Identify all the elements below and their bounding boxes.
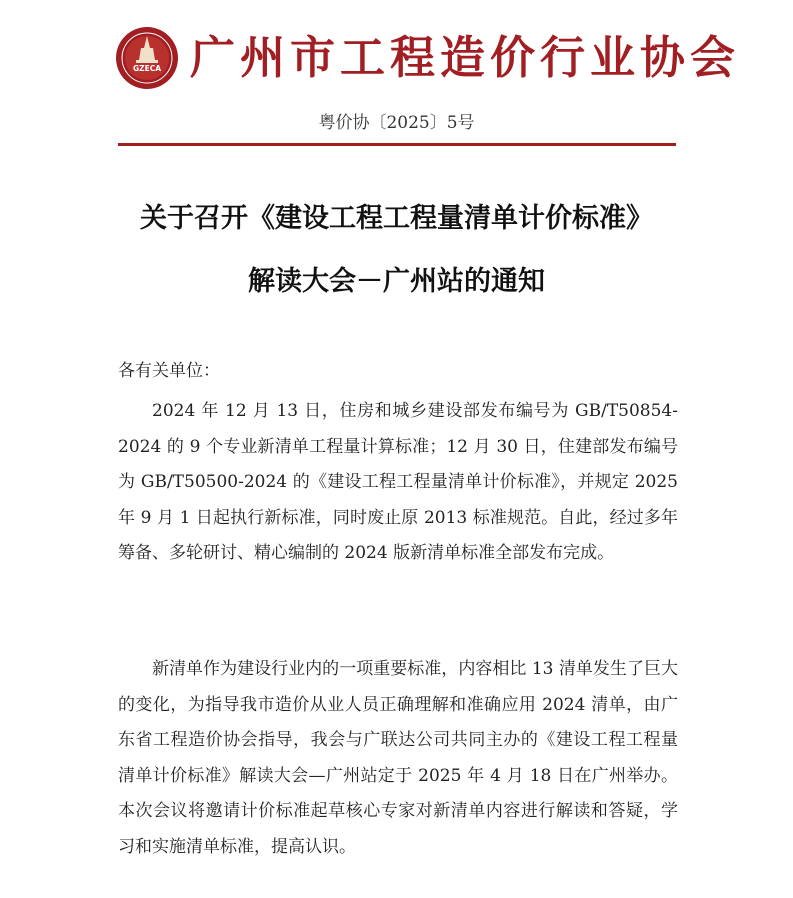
document-number: 粤价协〔2025〕5号 bbox=[318, 113, 475, 133]
logo-text: GZECA bbox=[132, 64, 162, 73]
association-logo bbox=[115, 26, 179, 90]
red-divider-line bbox=[118, 143, 676, 146]
notice-title-line-1: 关于召开《建设工程工程量清单计价标准》 bbox=[140, 203, 653, 234]
body-paragraph-2: 新清单作为建设行业内的一项重要标准，内容相比 13 清单发生了巨大的变化，为指导我市造价从业人员正确理解和准确应用 2024 清单，由广东省工程造价协会指导，我会与广联达公司共同主办的《建设工程工程量清单计价标准》解读大会—广州站定于 2025 年 4 月 18 日在广州举办。本次会议将邀请计价标准起草核心专家对新清单内容进行解读和答疑，学习和实施清单标准，提高认识。 bbox=[118, 659, 678, 857]
salutation: 各有关单位： bbox=[118, 361, 220, 381]
letterhead bbox=[0, 0, 793, 150]
body-paragraph-1: 2024 年 12 月 13 日，住房和城乡建设部发布编号为 GB/T50854-2024 的 9 个专业新清单工程量计算标准；12 月 30 日，住建部发布编号为 GB/T50500-2024 的《建设工程工程量清单计价标准》，并规定 2025 年 9 月 1 日起执行新标准，同时废止原 2013 标准规范。自此，经过多年筹备、多轮研讨、精心编制的 2024 版新清单标准全部发布完成。 bbox=[118, 401, 678, 563]
notice-title-line-2: 解读大会－广州站的通知 bbox=[248, 266, 545, 297]
organization-name: 广州市工程造价行业协会 bbox=[190, 31, 741, 84]
